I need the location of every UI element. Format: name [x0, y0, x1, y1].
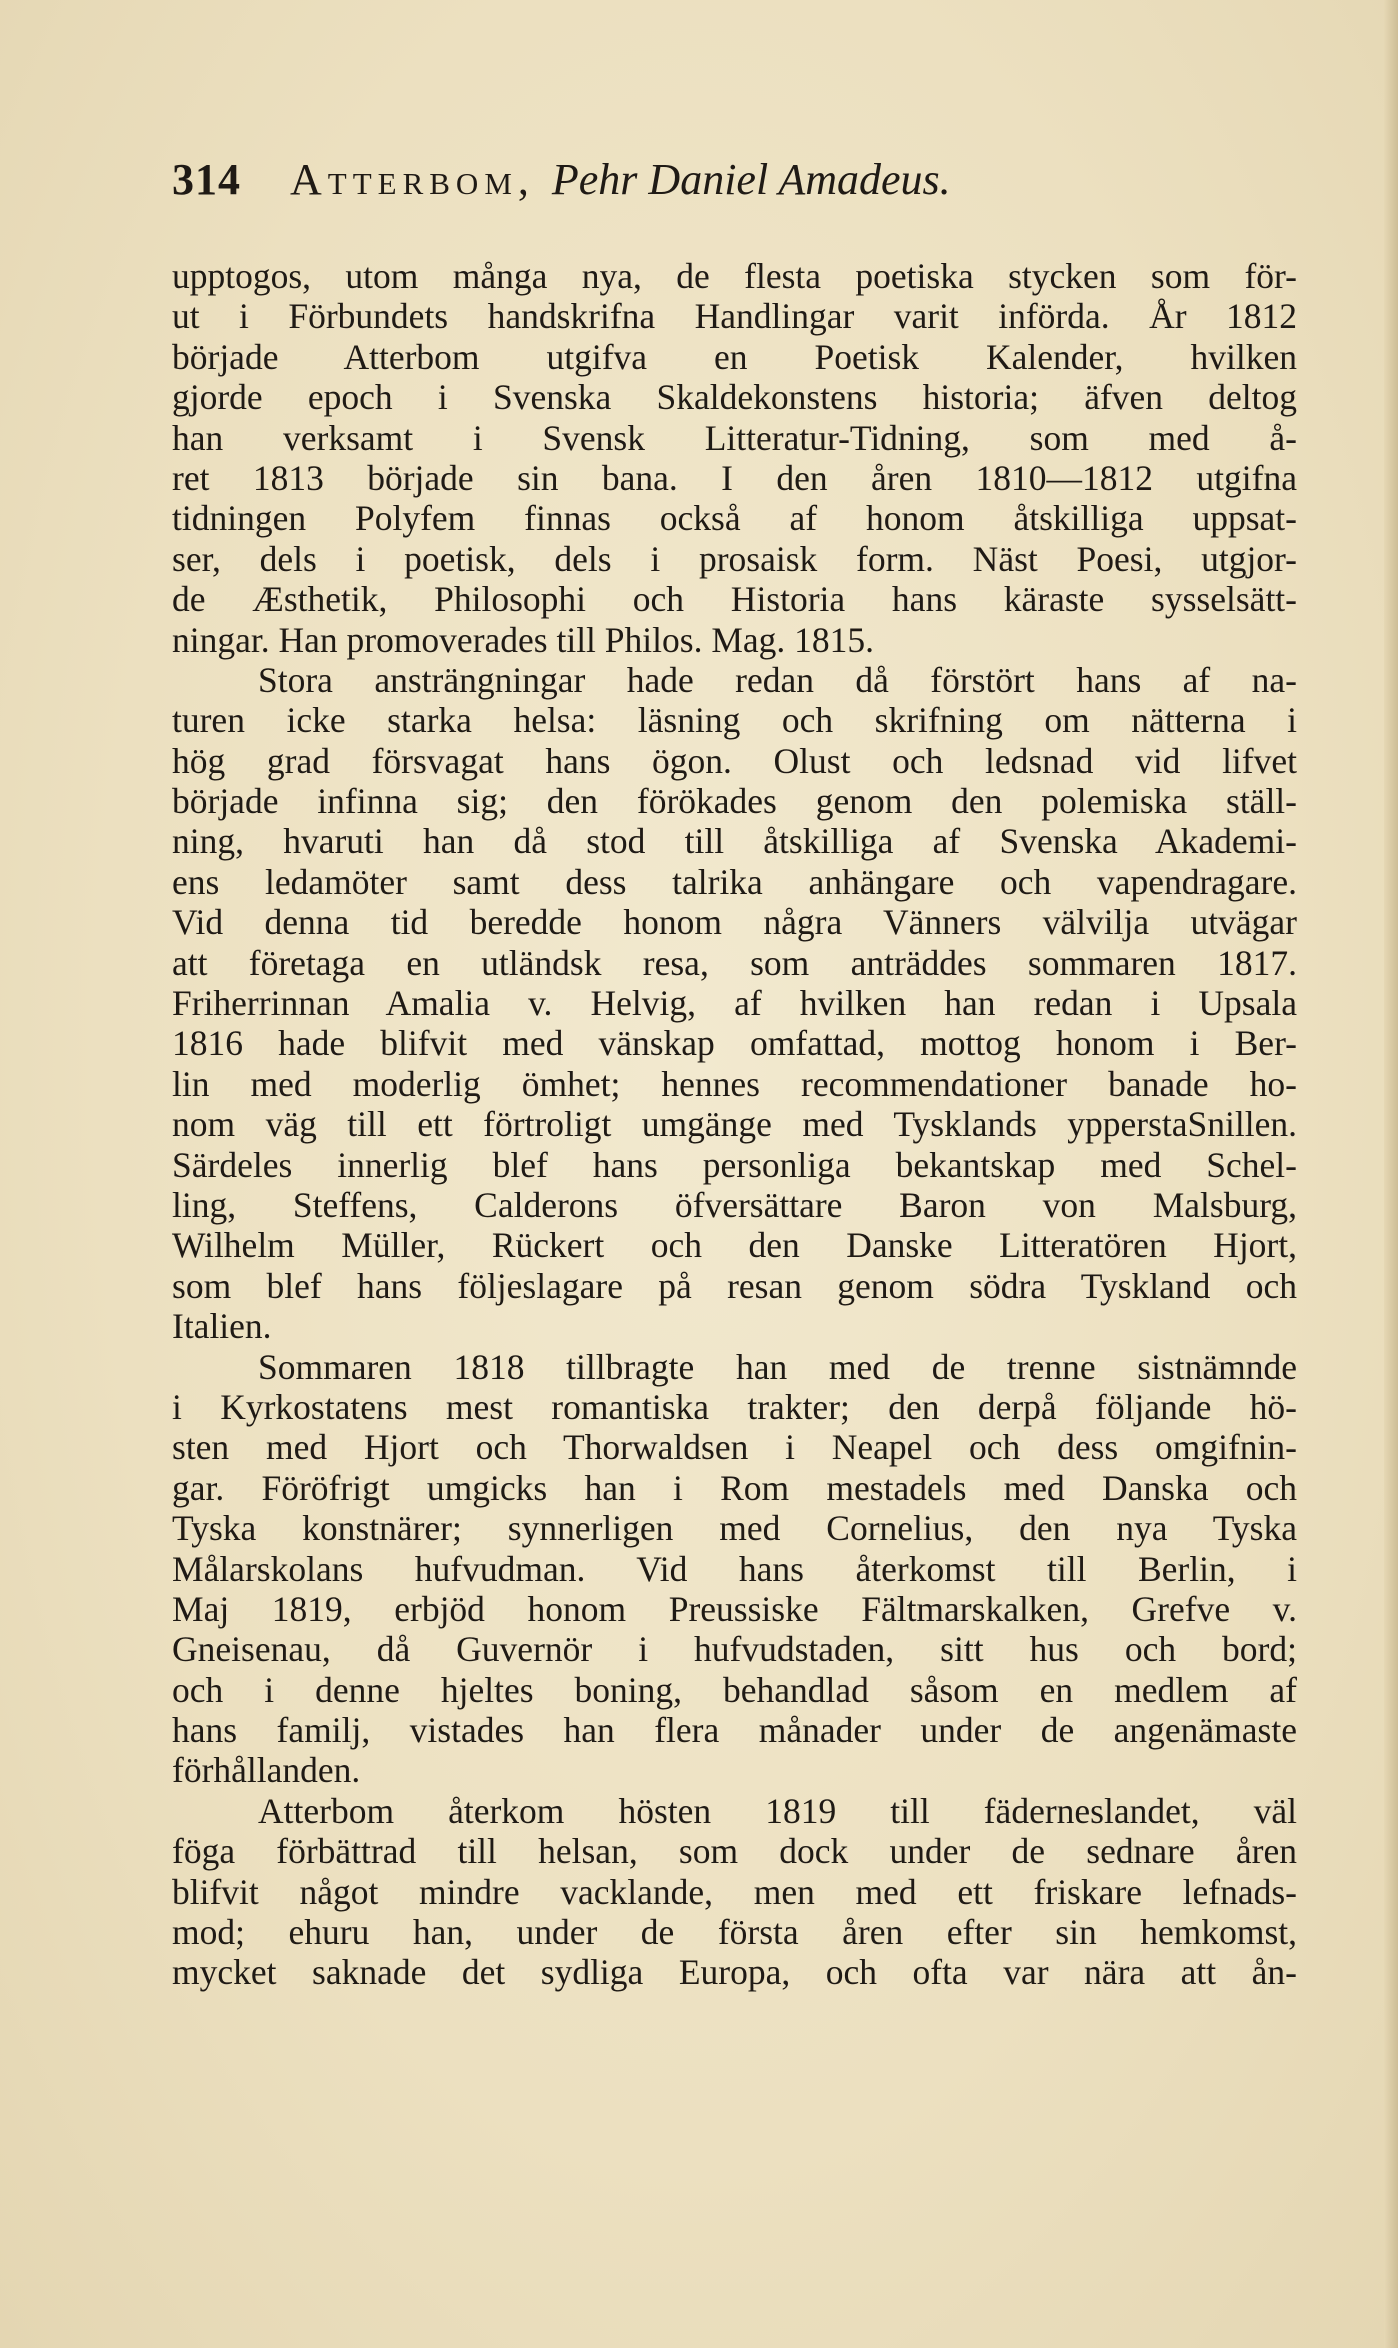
text-line: föga förbättrad till helsan, som dock under de sednare åren	[172, 1831, 1297, 1872]
text-line: 1816 hade blifvit med vänskap omfattad, mottog honom i Ber-	[172, 1023, 1297, 1064]
text-line: ning, hvaruti han då stod till åtskilliga af Svenska Akademi-	[172, 821, 1297, 862]
running-head-name: Atterbom,	[290, 155, 535, 204]
text-line: blifvit något mindre vacklande, men med ett friskare lefnads-	[172, 1871, 1297, 1912]
text-line: och i denne hjeltes boning, behandlad såsom en medlem af	[172, 1669, 1297, 1710]
text-line: Gneisenau, då Guvernör i hufvudstaden, sitt hus och bord;	[172, 1629, 1297, 1670]
text-line: som blef hans följeslagare på resan genom södra Tyskland och	[172, 1265, 1297, 1306]
page-edge	[1384, 0, 1398, 2348]
text-line: Stora ansträngningar hade redan då förstört hans af na-	[258, 659, 1297, 700]
page-number: 314	[172, 155, 241, 204]
text-line: ningar. Han promoverades till Philos. Mag. 1815.	[172, 619, 875, 660]
text-line: ser, dels i poetisk, dels i prosaisk form. Näst Poesi, utgjor-	[172, 538, 1297, 579]
body-text	[172, 256, 1297, 1993]
text-line: mod; ehuru han, under de första åren efter sin hemkomst,	[172, 1912, 1297, 1953]
text-line: upptogos, utom många nya, de flesta poetiska stycken som för-	[172, 256, 1297, 296]
text-line: Sommaren 1818 tillbragte han med de trenne sistnämnde	[258, 1346, 1297, 1387]
text-line: ens ledamöter samt dess talrika anhängare och vapendragare.	[172, 861, 1297, 902]
text-line: Wilhelm Müller, Rückert och den Danske Litteratören Hjort,	[172, 1225, 1297, 1266]
running-head-italic: Pehr Daniel Amadeus.	[551, 155, 951, 204]
text-line: gjorde epoch i Svenska Skaldekonstens historia; äfven deltog	[172, 377, 1297, 418]
text-line: började infinna sig; den förökades genom den polemiska ställ-	[172, 781, 1297, 822]
text-line: mycket saknade det sydliga Europa, och ofta var nära att ån-	[172, 1952, 1297, 1993]
text-line: ling, Steffens, Calderons öfversättare Baron von Malsburg,	[172, 1184, 1297, 1225]
text-line: sten med Hjort och Thorwaldsen i Neapel och dess omgifnin-	[172, 1427, 1297, 1468]
text-line: Vid denna tid beredde honom några Vänners välvilja utvägar	[172, 902, 1297, 943]
text-line: ret 1813 började sin bana. I den åren 1810—1812 utgifna	[172, 457, 1297, 498]
text-line: började Atterbom utgifva en Poetisk Kalender, hvilken	[172, 336, 1297, 377]
text-line: hög grad försvagat hans ögon. Olust och ledsnad vid lifvet	[172, 740, 1297, 781]
text-line: Tyska konstnärer; synnerligen med Cornelius, den nya Tyska	[172, 1508, 1297, 1549]
text-line: tidningen Polyfem finnas också af honom åtskilliga uppsat-	[172, 498, 1297, 539]
text-line: han verksamt i Svensk Litteratur-Tidning, som med å-	[172, 417, 1297, 458]
text-line: Maj 1819, erbjöd honom Preussiske Fältmarskalken, Grefve v.	[172, 1588, 1297, 1629]
text-line: Friherrinnan Amalia v. Helvig, af hvilken han redan i Upsala	[172, 983, 1297, 1024]
text-line: Atterbom återkom hösten 1819 till fäderneslandet, väl	[258, 1790, 1297, 1831]
text-line: Särdeles innerlig blef hans personliga bekantskap med Schel-	[172, 1144, 1297, 1185]
text-line: de Æsthetik, Philosophi och Historia hans käraste sysselsätt-	[172, 579, 1297, 620]
text-line: ut i Förbundets handskrifna Handlingar varit införda. År 1812	[172, 296, 1297, 337]
text-line: turen icke starka helsa: läsning och skrifning om nätterna i	[172, 700, 1297, 741]
running-header	[172, 150, 1292, 210]
text-line: gar. Föröfrigt umgicks han i Rom mestadels med Danska och	[172, 1467, 1297, 1508]
text-line: nom väg till ett förtroligt umgänge med Tysklands ypperstaSnillen.	[172, 1104, 1297, 1145]
text-line: hans familj, vistades han flera månader under de angenämaste	[172, 1710, 1297, 1751]
text-line: Målarskolans hufvudman. Vid hans återkomst till Berlin, i	[172, 1548, 1297, 1589]
text-line: i Kyrkostatens mest romantiska trakter; den derpå följande hö-	[172, 1386, 1297, 1427]
text-line: lin med moderlig ömhet; hennes recommendationer banade ho-	[172, 1063, 1297, 1104]
text-line: förhållanden.	[172, 1750, 361, 1791]
text-line: Italien.	[172, 1306, 272, 1347]
text-line: att företaga en utländsk resa, som anträddes sommaren 1817.	[172, 942, 1297, 983]
